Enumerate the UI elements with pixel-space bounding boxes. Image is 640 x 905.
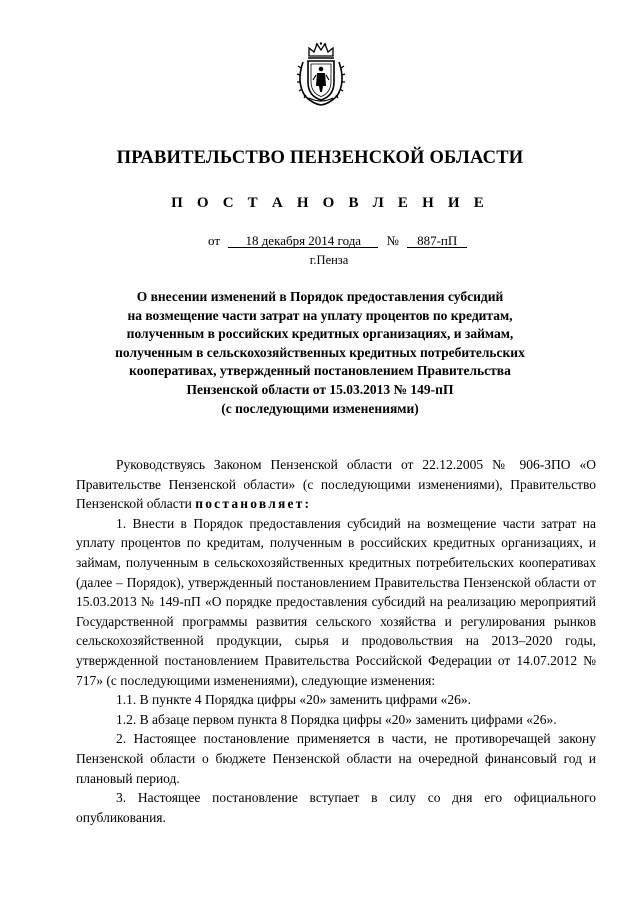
paragraph-1-2: 1.2. В абзаце первом пункта 8 Порядка цифры «20» заменить цифрами «26». — [116, 711, 557, 727]
document-number: 887-пП — [407, 234, 467, 248]
document-type: П О С Т А Н О В Л Е Н И Е — [171, 195, 489, 211]
coat-of-arms-icon — [295, 42, 347, 106]
subject-line: (с последующими изменениями) — [221, 400, 419, 416]
subject-line: Пензенской области от 15.03.2013 № 149-пП — [186, 381, 454, 397]
subject-line: О внесении изменений в Порядок предоставления субсидий — [136, 289, 504, 304]
city: г.Пенза — [309, 253, 349, 267]
resolves-word: постановляет: — [195, 496, 312, 512]
paragraph-1-1: 1.1. В пункте 4 Порядка цифры «20» заменить цифрами «26». — [116, 692, 471, 708]
paragraph-1: 1. Внести в Порядок предоставления субсидий на возмещение части затрат на уплату процентов по кредитам, полученным в российских кредитных организациях, и займам, полученным в сельскохозяйственных кредитных потребительских кооперативах (далее – Порядок), утвержденный постановлением Правительства Пензенской области от 15.03.2013 № 149-пП «О порядке предоставления субсидий на реализацию мероприятий Государственной программы развития сельского хозяйства и регулирования рынков сельскохозяйственной продукции, сырья и продовольствия на 2013–2020 годы, утвержденной постановлением Правительства Российской Федерации от 14.07.2012 № 717» (с последующими изменениями), следующие изменения: — [76, 515, 596, 688]
date-prefix: от — [208, 233, 221, 248]
number-prefix: № — [386, 233, 399, 248]
document-body — [76, 455, 596, 827]
document-subject — [0, 288, 640, 418]
subject-line: на возмещение части затрат на уплату процентов по кредитам, — [127, 307, 513, 323]
intro-text: Руководствуясь Законом Пензенской области от 22.12.2005 № 906-ЗПО «О Правительстве Пензенской области» (с последующими изменениями), Правительство Пензенской области — [76, 457, 596, 512]
date-number-line — [208, 233, 467, 249]
paragraph-3: 3. Настоящее постановление вступает в силу со дня его официального опубликования. — [76, 790, 596, 825]
document-date: 18 декабря 2014 года — [228, 234, 378, 248]
paragraph-2: 2. Настоящее постановление применяется в части, не противоречащей закону Пензенской области о бюджете Пензенской области на очередной финансовый год и плановый период. — [76, 731, 596, 786]
subject-line: полученным в сельскохозяйственных кредитных потребительских — [115, 344, 525, 360]
intro-paragraph — [76, 455, 596, 514]
government-name: ПРАВИТЕЛЬСТВО ПЕНЗЕНСКОЙ ОБЛАСТИ — [116, 148, 524, 168]
subject-line: кооперативах, утвержденный постановлением Правительства — [129, 363, 511, 379]
subject-line: полученным в российских кредитных организациях, и займам, — [126, 326, 514, 342]
